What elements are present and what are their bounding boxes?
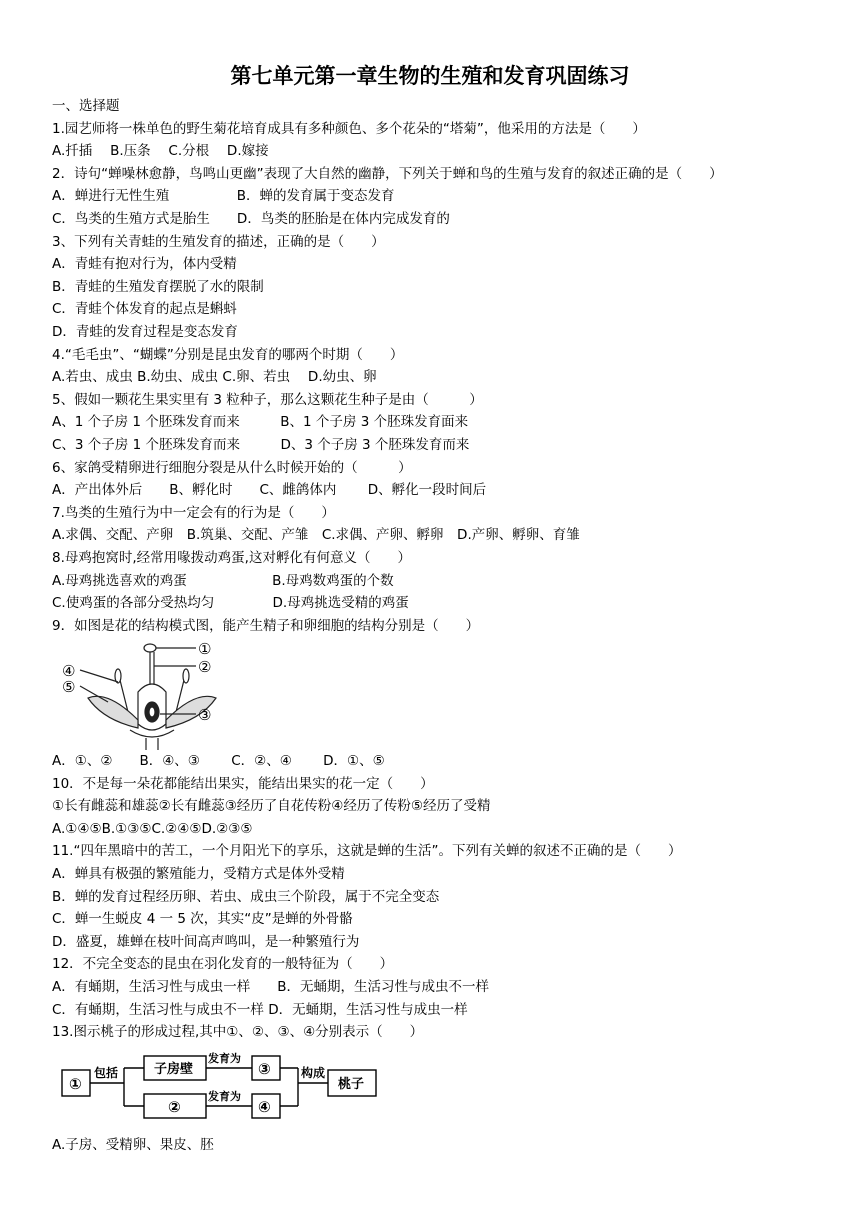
text-line: C．蝉一生蜕皮 4 一 5 次，其实“皮”是蝉的外骨骼 (52, 911, 353, 928)
text-line: A、1 个子房 1 个胚珠发育而来 B、1 个子房 3 个胚珠发育面来 (52, 414, 469, 431)
text-line: 10．不是每一朵花都能结出果实，能结出果实的花一定（ ） (52, 775, 434, 792)
text-line: C．有蛹期，生活习性与成虫不一样 D．无蛹期，生活习性与成虫一样 (52, 1001, 468, 1018)
text-line: A．蝉具有极强的繁殖能力，受精方式是体外受精 (52, 866, 345, 882)
text-line: A．①、② B．④、③ C．②、④ D．①、⑤ (52, 753, 385, 769)
text-line: D．青蛙的发育过程是变态发育 (52, 324, 238, 340)
text-line: B．蝉的发育过程经历卵、若虫、成虫三个阶段，属于不完全变态 (52, 888, 440, 905)
flower-label-3: ③ (198, 706, 212, 724)
text-line: C.使鸡蛋的各部分受热均匀 D.母鸡挑选受精的鸡蛋 (52, 595, 409, 612)
text-line: 8.母鸡抱窝时,经常用喙拨动鸡蛋,这对孵化有何意义（ ） (52, 550, 411, 566)
flow-develop-label-1: 发育为 (208, 1052, 241, 1065)
text-line: A．有蛹期，生活习性与成虫一样 B．无蛹期，生活习性与成虫不一样 (52, 979, 489, 995)
flower-label-2: ② (198, 658, 212, 676)
text-line: A．蝉进行无性生殖 B．蝉的发育属于变态发育 (52, 188, 395, 205)
text-line: 3、下列有关青蛙的生殖发育的描述，正确的是（ ） (52, 233, 385, 250)
text-line: A．产出体外后 B、孵化时 C、雌鸽体内 D、孵化一段时间后 (52, 482, 487, 499)
flower-label-4: ④ (62, 662, 76, 680)
flow-node-4: ④ (258, 1098, 271, 1116)
flow-compose-label: 构成 (301, 1066, 326, 1080)
text-line: 1.园艺师将一株单色的野生菊花培育成具有多种颜色、多个花朵的“塔菊”，他采用的方法是（ ） (52, 120, 646, 137)
answer-line: A.子房、受精卵、果皮、胚 (52, 1137, 214, 1153)
text-line: A.求偶、交配、产卵 B.筑巢、交配、产雏 C.求偶、产卵、孵卵 D.产卵、孵卵、育雏 (52, 527, 580, 544)
text-line: 11.“四年黑暗中的苦工，一个月阳光下的享乐，这就是蝉的生活”。下列有关蝉的叙述不正确的是（ ） (52, 843, 682, 860)
text-line: A.①④⑤B.①③⑤C.②④⑤D.②③⑤ (52, 820, 253, 837)
text-line: ①长有雌蕊和雄蕊②长有雌蕊③经历了自花传粉④经历了传粉⑤经历了受精 (52, 798, 491, 815)
flow-node-2: ② (168, 1098, 181, 1116)
text-line: 9．如图是花的结构模式图，能产生精子和卵细胞的结构分别是（ ） (52, 617, 480, 634)
text-line: B．青蛙的生殖发育摆脱了水的限制 (52, 278, 264, 295)
flower-label-5: ⑤ (62, 678, 76, 696)
flow-node-1: ① (69, 1075, 82, 1093)
flower-diagram (58, 640, 228, 750)
flow-node-3: ③ (258, 1060, 271, 1078)
peach-flow-diagram (58, 1050, 388, 1122)
flow-develop-label-2: 发育为 (208, 1090, 241, 1103)
text-line: D．盛夏，雄蝉在枝叶间高声鸣叫，是一种繁殖行为 (52, 933, 360, 950)
text-line: 13.图示桃子的形成过程,其中①、②、③、④分别表示（ ） (52, 1024, 424, 1041)
text-line: 5、假如一颗花生果实里有 3 粒种子，那么这颗花生种子是由（ ） (52, 391, 483, 408)
text-line: 7.鸟类的生殖行为中一定会有的行为是（ ） (52, 504, 335, 521)
text-line: 12．不完全变态的昆虫在羽化发育的一般特征为（ ） (52, 956, 394, 973)
text-line: C、3 个子房 1 个胚珠发育而来 D、3 个子房 3 个胚珠发育而来 (52, 437, 470, 453)
text-line: C．鸟类的生殖方式是胎生 D．鸟类的胚胎是在体内完成发育的 (52, 211, 450, 227)
text-line: A.若虫、成虫 B.幼虫、成虫 C.卵、若虫 D.幼虫、卵 (52, 369, 377, 386)
text-line: A.母鸡挑选喜欢的鸡蛋 B.母鸡数鸡蛋的个数 (52, 572, 394, 589)
text-line: A.扦插 B.压条 C.分根 D.嫁接 (52, 143, 269, 160)
text-line: 4.“毛毛虫”、“蝴蝶”分别是昆虫发育的哪两个时期（ ） (52, 346, 404, 363)
text-line: C．青蛙个体发育的起点是蝌蚪 (52, 301, 237, 318)
flow-include-label: 包括 (94, 1066, 119, 1080)
text-line: 一、选择题 (52, 98, 120, 114)
text-line: 6、家鸽受精卵进行细胞分裂是从什么时候开始的（ ） (52, 459, 412, 476)
page-title: 第七单元第一章生物的生殖和发育巩固练习 (230, 64, 630, 88)
flow-ovary-wall: 子房壁 (154, 1062, 194, 1077)
flower-label-1: ① (198, 640, 212, 658)
flow-peach: 桃子 (338, 1077, 365, 1092)
text-line: A．青蛙有抱对行为，体内受精 (52, 256, 237, 273)
text-line: 2．诗句“蝉噪林愈静，鸟鸣山更幽”表现了大自然的幽静，下列关于蝉和鸟的生殖与发育的叙述正确的是（ ） (52, 165, 723, 182)
